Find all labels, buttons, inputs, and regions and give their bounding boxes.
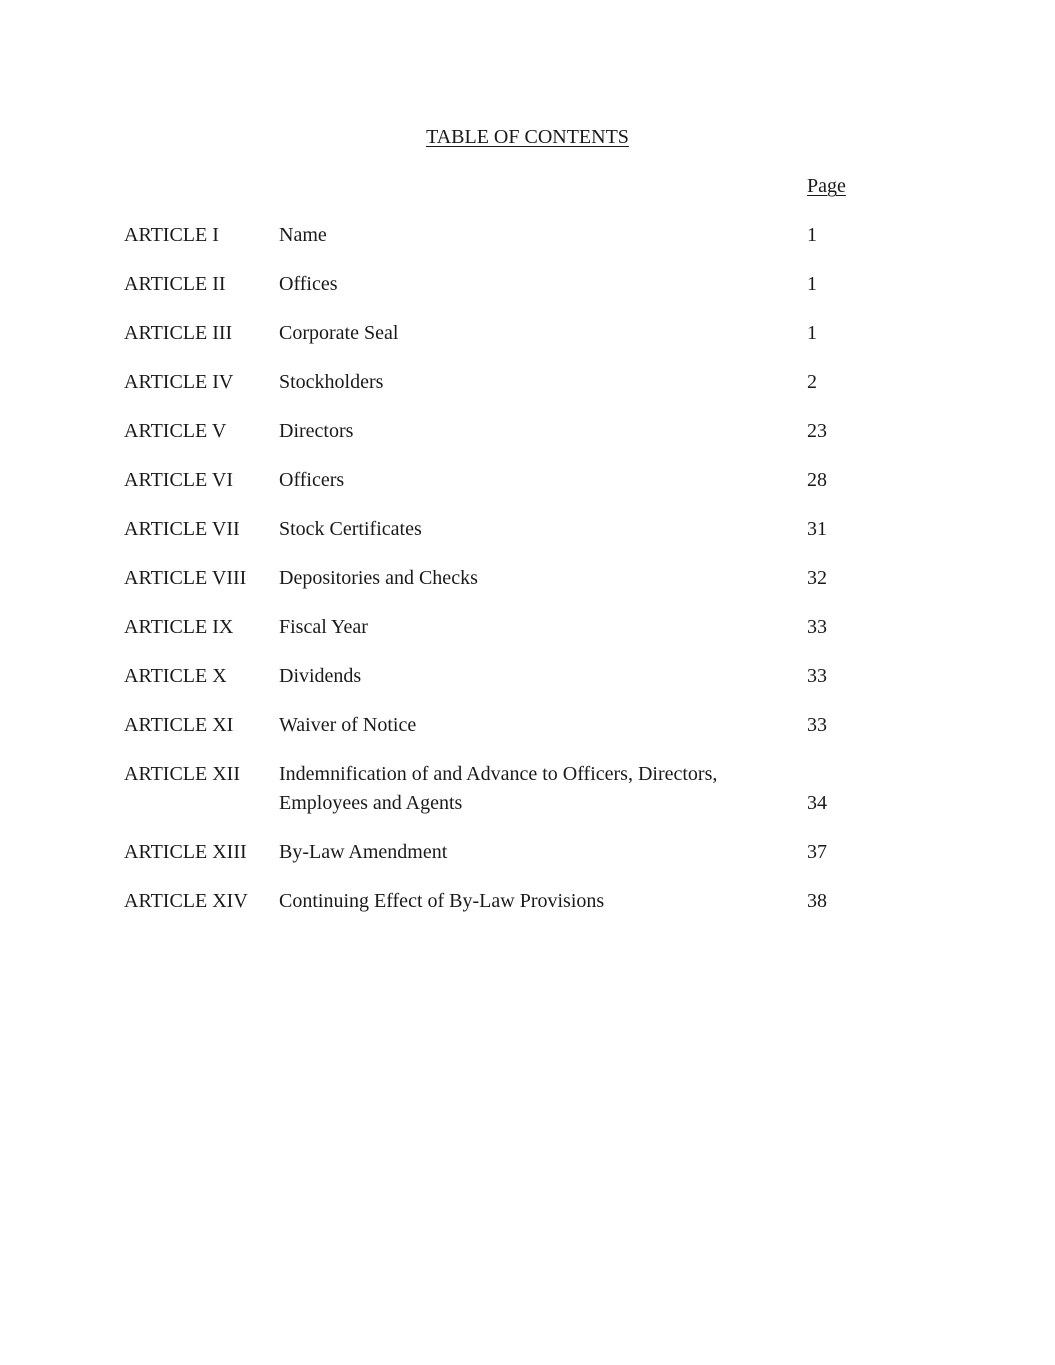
toc-article-number: ARTICLE VII <box>124 518 240 540</box>
toc-article-number: ARTICLE XIII <box>124 841 247 863</box>
toc-row <box>124 712 924 738</box>
toc-article-number: ARTICLE XII <box>124 763 240 785</box>
toc-article-title: Continuing Effect of By-Law Provisions <box>279 890 605 912</box>
toc-page-number: 23 <box>807 420 827 442</box>
document-title <box>0 124 1055 150</box>
toc-page-number: 38 <box>807 890 827 912</box>
toc-row <box>124 761 924 816</box>
toc-page-number: 32 <box>807 567 827 589</box>
toc-article-number: ARTICLE X <box>124 665 227 687</box>
toc-row <box>124 614 924 640</box>
toc-page-number: 33 <box>807 665 827 687</box>
toc-row <box>124 369 924 395</box>
toc-page-number: 34 <box>807 792 827 814</box>
toc-row <box>124 516 924 542</box>
toc-article-title: Stockholders <box>279 371 384 393</box>
toc-article-number: ARTICLE XI <box>124 714 234 736</box>
toc-row <box>124 271 924 297</box>
toc-page-number: 33 <box>807 714 827 736</box>
toc-article-number: ARTICLE I <box>124 224 219 246</box>
toc-row <box>124 222 924 248</box>
toc-article-title-line1: Indemnification of and Advance to Officers, Directors, <box>279 763 718 785</box>
toc-article-number: ARTICLE V <box>124 420 227 442</box>
toc-article-title: Dividends <box>279 665 362 687</box>
toc-page-number: 1 <box>807 322 817 344</box>
toc-page-number: 33 <box>807 616 827 638</box>
toc-article-number: ARTICLE III <box>124 322 233 344</box>
toc-page-number: 28 <box>807 469 827 491</box>
toc-page-number: 1 <box>807 273 817 295</box>
toc-row <box>124 418 924 444</box>
toc-article-title: Stock Certificates <box>279 518 422 540</box>
toc-page-number: 37 <box>807 841 827 863</box>
toc-article-title-line2: Employees and Agents <box>279 792 463 814</box>
toc-article-number: ARTICLE IV <box>124 371 234 393</box>
toc-page-number: 1 <box>807 224 817 246</box>
toc-article-number: ARTICLE VI <box>124 469 233 491</box>
page-column-header: Page <box>807 175 846 197</box>
toc-article-title: Name <box>279 224 327 246</box>
toc-row <box>124 467 924 493</box>
toc-row <box>124 565 924 591</box>
toc-row <box>124 663 924 689</box>
toc-article-number: ARTICLE IX <box>124 616 234 638</box>
toc-article-title: Officers <box>279 469 345 491</box>
toc-article-title: Depositories and Checks <box>279 567 478 589</box>
toc-page-number: 2 <box>807 371 817 393</box>
toc-article-number: ARTICLE XIV <box>124 890 248 912</box>
toc-article-number: ARTICLE II <box>124 273 226 295</box>
table-of-contents <box>124 222 924 937</box>
toc-article-title: Waiver of Notice <box>279 714 417 736</box>
toc-row <box>124 839 924 865</box>
toc-article-title: Directors <box>279 420 354 442</box>
toc-article-title: Offices <box>279 273 338 295</box>
toc-page-number: 31 <box>807 518 827 540</box>
toc-article-title: By-Law Amendment <box>279 841 448 863</box>
toc-article-title: Corporate Seal <box>279 322 399 344</box>
toc-article-title <box>279 761 807 816</box>
toc-row <box>124 888 924 914</box>
toc-row <box>124 320 924 346</box>
document-title-text: TABLE OF CONTENTS <box>426 126 629 148</box>
toc-article-title: Fiscal Year <box>279 616 368 638</box>
toc-article-number: ARTICLE VIII <box>124 567 247 589</box>
